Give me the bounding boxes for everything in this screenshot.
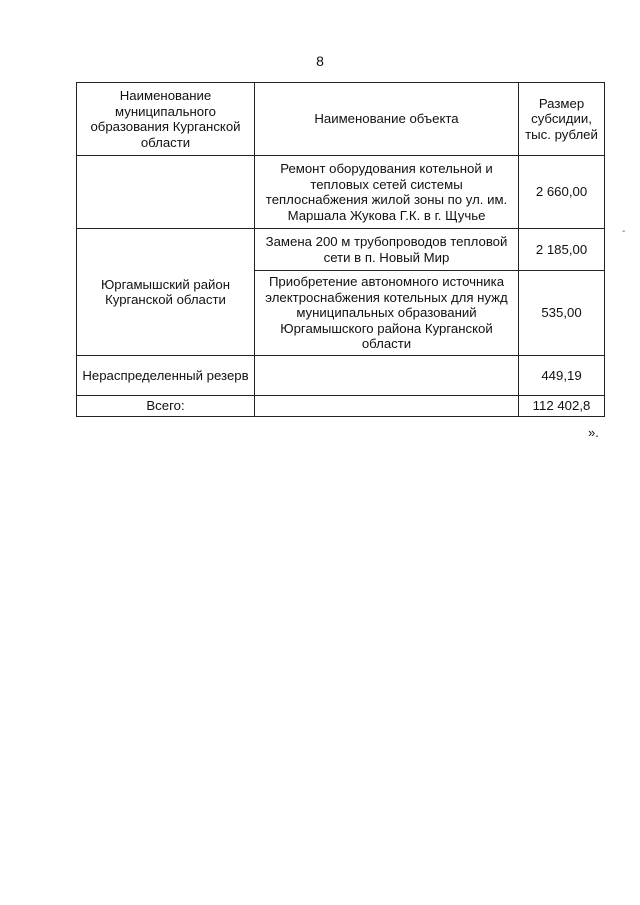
cell-subsidy: 449,19: [519, 356, 605, 396]
cell-municipality: Юргамышский район Курганской области: [77, 229, 255, 356]
cell-object: [255, 356, 519, 396]
header-subsidy: Размер субсидии, тыс. рублей: [519, 83, 605, 156]
total-object: [255, 396, 519, 417]
total-subsidy: 112 402,8: [519, 396, 605, 417]
cell-object: Ремонт оборудования котельной и тепловых сетей системы теплоснабжения жилой зоны по ул. им. Маршала Жукова Г.К. в г. Щучье: [255, 156, 519, 229]
total-label: Всего:: [77, 396, 255, 417]
closing-quote: ».: [588, 425, 599, 440]
header-municipality: Наименование муниципального образования Курганской области: [77, 83, 255, 156]
table-row: [77, 229, 605, 271]
table-total-row: [77, 396, 605, 417]
cell-municipality: [77, 156, 255, 229]
header-object: Наименование объекта: [255, 83, 519, 156]
page-number: 8: [316, 53, 324, 69]
cell-subsidy: 2 660,00: [519, 156, 605, 229]
cell-object: Приобретение автономного источника электроснабжения котельных для нужд муниципальных образований Юргамышского района Курганской области: [255, 271, 519, 356]
cell-object: Замена 200 м трубопроводов тепловой сети в п. Новый Мир: [255, 229, 519, 271]
table-row: [77, 356, 605, 396]
subsidies-table: [76, 82, 605, 417]
cell-subsidy: 2 185,00: [519, 229, 605, 271]
table-header-row: [77, 83, 605, 156]
table-row: [77, 156, 605, 229]
margin-mark: -: [622, 226, 626, 237]
cell-municipality: Нераспределенный резерв: [77, 356, 255, 396]
cell-subsidy: 535,00: [519, 271, 605, 356]
